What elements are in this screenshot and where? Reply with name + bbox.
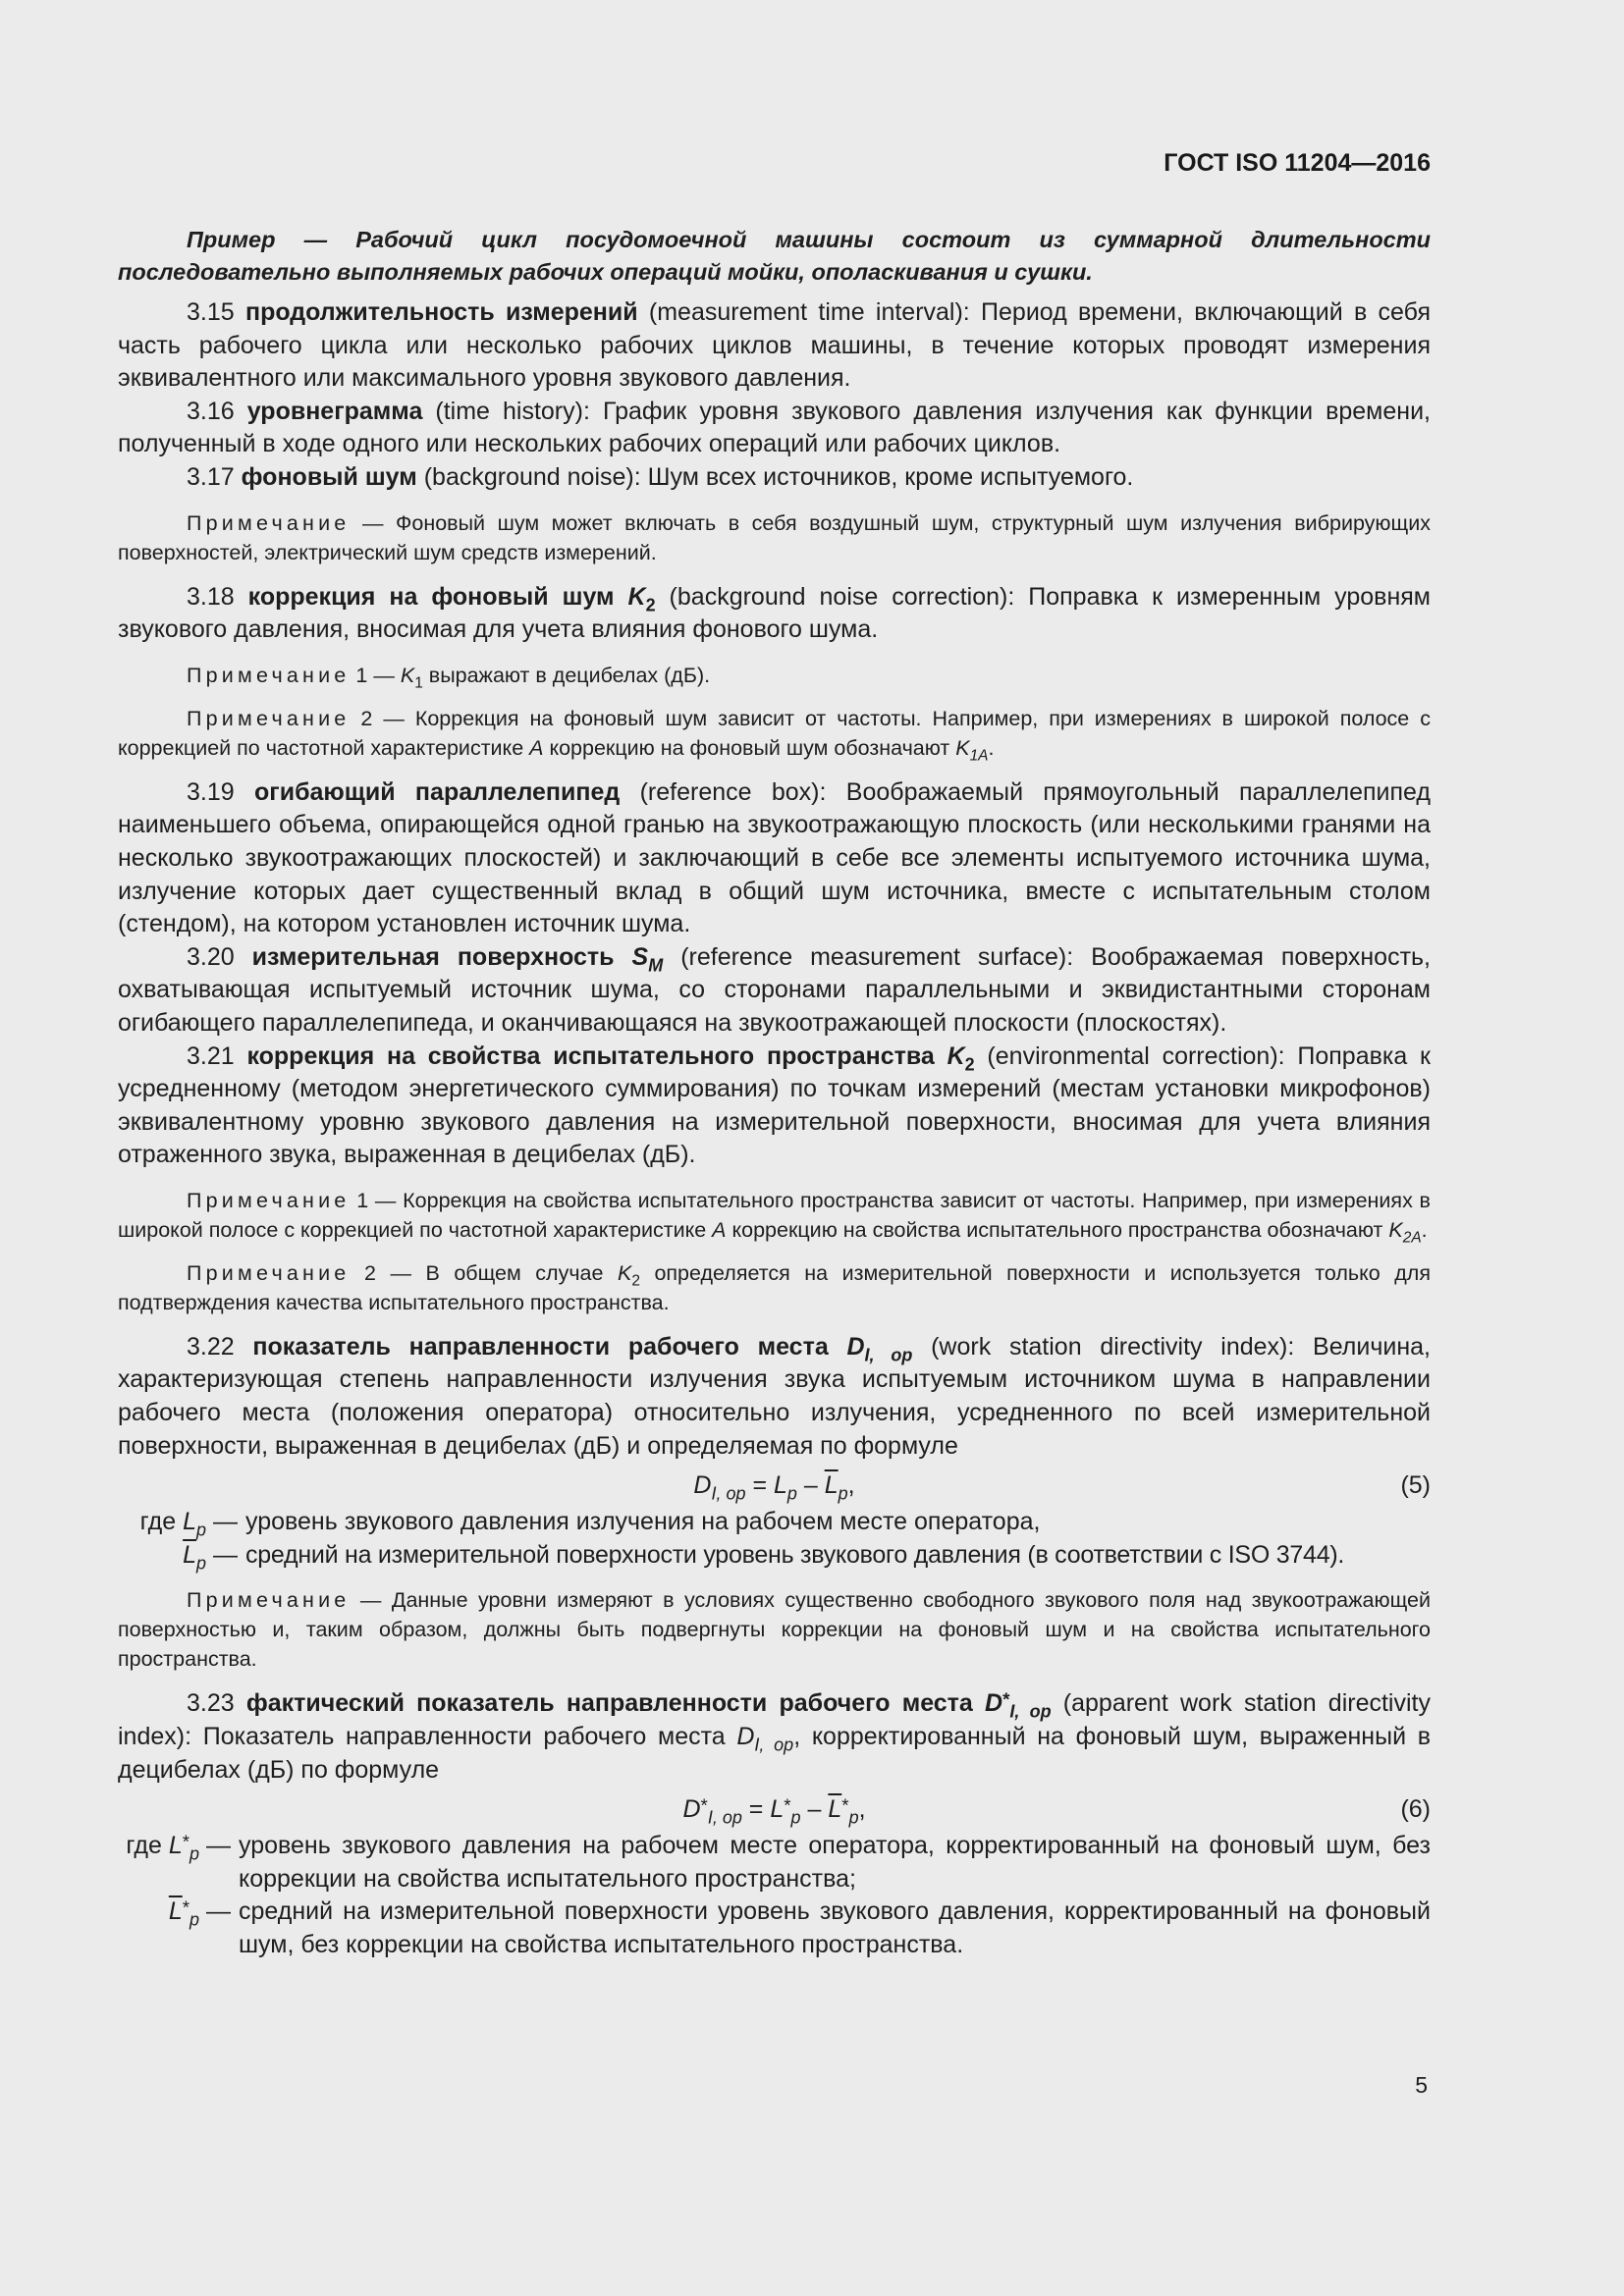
definition-3-21 xyxy=(118,1041,1431,1172)
formula-superscript: * xyxy=(784,1794,791,1816)
clause-number: 3.23 xyxy=(187,1689,235,1718)
note-label: Примечание xyxy=(187,706,351,730)
formula-symbol: $\overline{L}$ xyxy=(168,1897,183,1926)
symbol-subscript: 2 xyxy=(631,1272,640,1290)
formula-superscript: * xyxy=(841,1794,849,1816)
symbol-superscript: * xyxy=(1002,1688,1010,1710)
formula-symbol: $\overline{L}$ xyxy=(824,1471,839,1500)
note-label: Примечание xyxy=(187,1260,351,1285)
where-key xyxy=(118,1539,245,1573)
note-label: Примечание xyxy=(187,1188,351,1212)
note-number: 1 — xyxy=(350,663,401,687)
symbol: A xyxy=(712,1217,727,1242)
formula-superscript: * xyxy=(182,1831,190,1852)
note-3-21-1 xyxy=(118,1186,1431,1245)
where-item xyxy=(118,1506,1431,1539)
symbol: K xyxy=(955,735,970,760)
symbol: K xyxy=(617,1260,632,1285)
dash: — xyxy=(206,1832,231,1860)
note-text: . xyxy=(1421,1217,1428,1242)
clause-number: 3.15 xyxy=(187,298,235,326)
definition-text: (reference measurement surface): Воображаемая поверхность, охватывающая испытуемый источник шума, со сторонами параллельными и эквидистантными сторонам огибающего параллелепипеда, и оканчивающаяся на звукоотражающей плоскости (плоскостях). xyxy=(118,942,1431,1037)
note-text: — Данные уровни измеряют в условиях существенно свободного звукового поля над звукоотражающей поверхностью и, таким образом, должны быть подвергнуты коррекции на фоновый шум и на свойства испытательного пространства. xyxy=(118,1588,1431,1672)
where-key xyxy=(118,1506,245,1539)
symbol: K xyxy=(627,582,646,611)
formula-operator: – xyxy=(796,1471,825,1500)
definition-text: (reference box): Воображаемый прямоугольный параллелепипед наименьшего объема, опирающейся одной гранью на звукоотражающую плоскость (или несколькими гранями на несколько звукоотражающих плоскостей) и заключающий в себе все элементы испытуемого источника шума, излучение которых дает существенный вклад в общий шум источника, вместе с испытательным столом (стендом), на котором установлен источник шума. xyxy=(118,777,1431,938)
note-text: — Фоновый шум может включать в себя воздушный шум, структурный шум излучения вибрирующих поверхностей, электрический шум средств измерений. xyxy=(118,510,1431,564)
note-text: определяется на измерительной поверхности и используется только для подтверждения качества испытательного пространства. xyxy=(118,1260,1431,1314)
dash: — xyxy=(213,1540,238,1569)
symbol: K xyxy=(1388,1217,1403,1242)
formula-operator: – xyxy=(800,1795,829,1824)
formula-subscript: p xyxy=(196,1520,207,1540)
note-3-18-1 xyxy=(118,661,1431,690)
formula-subscript: p xyxy=(189,1843,200,1864)
where-list-6 xyxy=(118,1830,1431,1961)
formula-subscript: p xyxy=(189,1909,200,1930)
symbol-subscript: I, op xyxy=(754,1735,794,1755)
formula-subscript: p xyxy=(838,1483,848,1504)
formula-operator: = xyxy=(741,1795,771,1824)
formula-6 xyxy=(118,1789,1431,1830)
symbol-subscript: 2A xyxy=(1402,1229,1422,1247)
symbol: K xyxy=(947,1041,965,1070)
formula-symbol: L xyxy=(183,1508,197,1536)
term: измерительная поверхность xyxy=(251,942,615,971)
formula-subscript: I, op xyxy=(711,1483,746,1504)
example-paragraph: Пример — Рабочий цикл посудомоечной машины состоит из суммарной длительности последовательно выполняемых рабочих операций мойки, ополаскивания и сушки. xyxy=(118,227,1431,285)
term: фактический показатель направленности рабочего места xyxy=(245,1689,973,1718)
note-label: Примечание xyxy=(187,510,351,535)
definition-3-20 xyxy=(118,941,1431,1041)
definition-3-19 xyxy=(118,776,1431,941)
note-text: . xyxy=(988,735,995,760)
where-list-5 xyxy=(118,1506,1431,1572)
where-description: уровень звукового давления излучения на рабочем месте оператора, xyxy=(245,1508,1041,1536)
clause-number: 3.21 xyxy=(187,1041,235,1070)
formula-symbol: L xyxy=(774,1471,787,1500)
where-word: где xyxy=(126,1832,162,1860)
term: коррекция на фоновый шум xyxy=(247,582,615,611)
where-description: уровень звукового давления на рабочем месте оператора, корректированный на фоновый шум, без коррекции на свойства испытательного пространства; xyxy=(239,1832,1431,1893)
formula-symbol: $\overline{L}$ xyxy=(183,1540,197,1569)
symbol: A xyxy=(529,735,544,760)
clause-number: 3.16 xyxy=(187,397,235,425)
term: продолжительность измерений xyxy=(244,298,638,326)
formula-symbol: L xyxy=(770,1795,785,1824)
formula-5 xyxy=(118,1465,1431,1506)
note-number: 1 — xyxy=(350,1188,404,1212)
definition-3-23 xyxy=(118,1687,1431,1787)
formula-subscript: I, op xyxy=(707,1807,742,1828)
term: уровнеграмма xyxy=(246,397,423,425)
definition-text: , корректированный на фоновый шум, выраженный в децибелах (дБ) по формуле xyxy=(118,1723,1431,1784)
where-item xyxy=(118,1539,1431,1573)
note-3-17 xyxy=(118,508,1431,567)
formula-subscript: p xyxy=(790,1807,801,1828)
symbol-subscript: 1A xyxy=(969,747,989,765)
formula-number: (5) xyxy=(1400,1471,1431,1500)
definition-text: (background noise correction): Поправка к измеренным уровням звукового давления, вносимая для учета влияния фонового шума. xyxy=(118,582,1431,644)
where-description: средний на измерительной поверхности уровень звукового давления (в соответствии с ISO 3744). xyxy=(245,1540,1345,1569)
formula-punct: , xyxy=(847,1471,855,1500)
clause-number: 3.17 xyxy=(187,462,235,491)
clause-number: 3.18 xyxy=(187,582,235,611)
note-label: Примечание xyxy=(187,1588,351,1613)
formula-symbol: $\overline{L}$ xyxy=(828,1795,842,1824)
formula-subscript: p xyxy=(848,1807,859,1828)
definition-text: (environmental correction): Поправка к усредненному (методом энергетического суммирования) по точкам измерений (местам установки микрофонов) эквивалентному уровню звукового давления на измерительной поверхности, вносимая для учета влияния отраженного звука, выраженная в децибелах (дБ). xyxy=(118,1041,1431,1169)
definition-text: (measurement time interval): Период времени, включающий в себя часть рабочего цикла или несколько рабочих циклов машины, в течение которых проводят измерения эквивалентного или максимального уровня звукового давления. xyxy=(118,298,1431,393)
where-word: где xyxy=(139,1508,177,1536)
text-flow xyxy=(118,296,1431,1962)
note-label: Примечание xyxy=(187,663,351,687)
where-item xyxy=(118,1896,1431,1961)
note-3-22 xyxy=(118,1585,1431,1674)
formula-subscript: p xyxy=(786,1483,797,1504)
dash: — xyxy=(213,1508,238,1536)
term: показатель направленности рабочего места xyxy=(252,1332,829,1361)
note-3-18-2 xyxy=(118,704,1431,763)
clause-number: 3.22 xyxy=(187,1332,235,1361)
where-item xyxy=(118,1830,1431,1896)
definition-text: (work station directivity index): Величина, характеризующая степень направленности излучения звука испытуемым источником шума в направлении рабочего места (положения оператора) относительно излучения, усредненного по всей измерительной поверхности, выраженная в децибелах (дБ) и определяемая по формуле xyxy=(118,1332,1431,1460)
definition-3-18 xyxy=(118,581,1431,647)
symbol: K xyxy=(400,663,415,687)
symbol-subscript: I, op xyxy=(864,1345,913,1365)
where-key xyxy=(118,1830,239,1896)
formula-number: (6) xyxy=(1400,1795,1431,1824)
definition-3-17 xyxy=(118,461,1431,495)
where-key xyxy=(118,1896,239,1961)
dash: — xyxy=(206,1897,231,1926)
term: коррекция на свойства испытательного пространства xyxy=(246,1041,935,1070)
formula-punct: , xyxy=(858,1795,866,1824)
note-number: 2 — xyxy=(350,1260,426,1285)
note-text: выражают в децибелах (дБ). xyxy=(422,663,711,687)
standard-header: ГОСТ ISO 11204—2016 xyxy=(1164,149,1431,177)
definition-3-15 xyxy=(118,296,1431,396)
formula-subscript: p xyxy=(196,1553,207,1574)
formula-superscript: * xyxy=(182,1896,190,1918)
note-text: коррекцию на фоновый шум обозначают xyxy=(543,735,956,760)
symbol: D xyxy=(736,1723,755,1751)
note-text: коррекцию на свойства испытательного пространства обозначают xyxy=(726,1217,1389,1242)
symbol: D xyxy=(985,1689,1003,1718)
formula-expression xyxy=(693,1471,855,1504)
definition-text: (background noise): Шум всех источников, кроме испытуемого. xyxy=(416,462,1134,491)
symbol-subscript: 2 xyxy=(645,594,656,614)
formula-symbol: D xyxy=(693,1471,712,1500)
note-text: Коррекция на фоновый шум зависит от частоты. Например, при измерениях в широкой полосе с коррекцией по частотной характеристике xyxy=(118,706,1431,760)
definition-text: (time history): График уровня звукового давления излучения как функции времени, полученный в ходе одного или нескольких рабочих операций или рабочих циклов. xyxy=(118,397,1431,458)
symbol: S xyxy=(631,942,649,971)
symbol: D xyxy=(846,1332,865,1361)
note-3-21-2 xyxy=(118,1258,1431,1317)
symbol-subscript: I, op xyxy=(1009,1701,1052,1722)
definition-3-22 xyxy=(118,1331,1431,1463)
symbol-subscript: 1 xyxy=(414,674,423,692)
clause-number: 3.20 xyxy=(187,942,235,971)
note-text: В общем случае xyxy=(425,1260,618,1285)
definition-text: (apparent work station directivity index): Показатель направленности рабочего места xyxy=(118,1689,1431,1751)
page-number: 5 xyxy=(1415,2072,1428,2098)
clause-number: 3.19 xyxy=(187,777,235,806)
formula-symbol: D xyxy=(682,1795,701,1824)
symbol-subscript: 2 xyxy=(964,1053,975,1074)
formula-superscript: * xyxy=(700,1794,708,1816)
note-number: 2 — xyxy=(350,706,415,730)
note-text: Коррекция на свойства испытательного пространства зависит от частоты. Например, при измерениях в широкой полосе с коррекцией по частотной характеристике xyxy=(118,1188,1431,1242)
symbol-subscript: M xyxy=(648,955,664,976)
formula-expression xyxy=(682,1794,866,1828)
definition-3-16 xyxy=(118,396,1431,461)
formula-symbol: L xyxy=(168,1832,183,1860)
term: фоновый шум xyxy=(241,462,417,491)
term: огибающий параллелепипед xyxy=(254,777,621,806)
formula-operator: = xyxy=(745,1471,774,1500)
where-description: средний на измерительной поверхности уровень звукового давления, корректированный на фоновый шум, без коррекции на свойства испытательного пространства. xyxy=(239,1897,1431,1958)
